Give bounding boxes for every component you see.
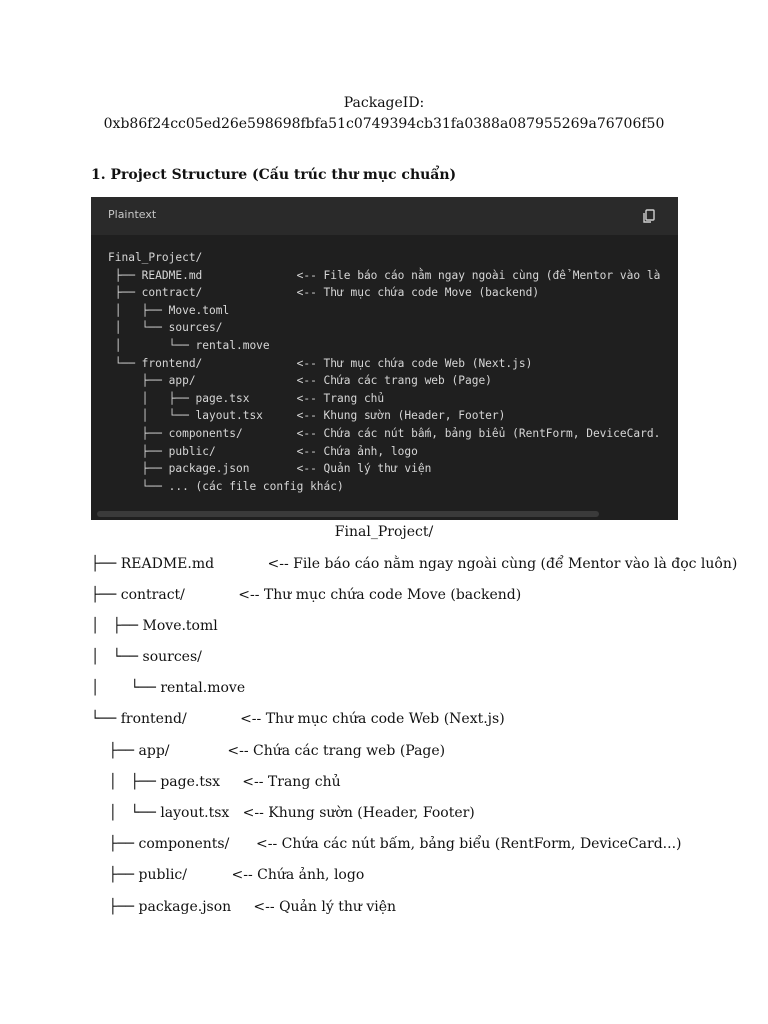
tree-line: │ ├── page.tsx <-- Trang chủ [91, 774, 341, 790]
code-line: Final_Project/ [108, 251, 203, 264]
tree-line: ├── components/ <-- Chứa các nút bấm, bảng biểu (RentForm, DeviceCard...) [91, 836, 682, 852]
copy-icon[interactable] [641, 208, 657, 224]
code-line: └── frontend/ <-- Thư mục chứa code Web (Next.js) [108, 356, 533, 370]
code-line: │ ├── Move.toml [108, 303, 230, 317]
code-line: │ └── rental.move [108, 338, 270, 352]
section-heading: 1. Project Structure (Cấu trúc thư mục chuẩn) [91, 167, 457, 183]
code-language-label: Plaintext [108, 208, 157, 221]
tree-line: │ └── rental.move [91, 680, 246, 696]
code-line: ├── app/ <-- Chứa các trang web (Page) [108, 374, 492, 388]
code-line: │ └── sources/ [108, 321, 223, 335]
code-content [108, 249, 660, 495]
code-line: │ └── layout.tsx <-- Khung sườn (Header, Footer) [108, 409, 506, 423]
code-line: │ ├── page.tsx <-- Trang chủ [108, 391, 385, 405]
tree-line: ├── package.json <-- Quản lý thư viện [91, 899, 397, 915]
tree-line: ├── README.md <-- File báo cáo nằm ngay ngoài cùng (để Mentor vào là đọc luôn) [91, 556, 738, 572]
tree-line: │ ├── Move.toml [91, 618, 218, 634]
package-id-label: PackageID: [343, 95, 425, 111]
tree-line: ├── public/ <-- Chứa ảnh, logo [91, 867, 365, 883]
tree-line: │ └── sources/ [91, 649, 202, 665]
tree-line: ├── app/ <-- Chứa các trang web (Page) [91, 743, 446, 759]
code-block [91, 197, 678, 520]
code-line: ├── contract/ <-- Thư mục chứa code Move (backend) [108, 286, 540, 300]
horizontal-scrollbar[interactable] [97, 511, 599, 517]
code-line: ├── package.json <-- Quản lý thư viện [108, 462, 432, 476]
tree-line: │ └── layout.tsx <-- Khung sườn (Header, Footer) [91, 805, 475, 821]
code-line: ├── README.md <-- File báo cáo nằm ngay ngoài cùng (để Mentor vào là [108, 268, 661, 282]
tree-line: ├── contract/ <-- Thư mục chứa code Move (backend) [91, 587, 522, 603]
tree-title: Final_Project/ [334, 524, 434, 540]
code-line: ├── components/ <-- Chứa các nút bấm, bảng biểu (RentForm, DeviceCard. [108, 426, 661, 440]
code-line: ├── public/ <-- Chứa ảnh, logo [108, 444, 418, 458]
package-id-value: 0xb86f24cc05ed26e598698fbfa51c0749394cb31fa0388a087955269a76706f50 [103, 116, 665, 132]
code-block-header [91, 197, 678, 235]
tree-line: └── frontend/ <-- Thư mục chứa code Web (Next.js) [91, 711, 505, 727]
code-line: └── ... (các file config khác) [108, 479, 344, 493]
